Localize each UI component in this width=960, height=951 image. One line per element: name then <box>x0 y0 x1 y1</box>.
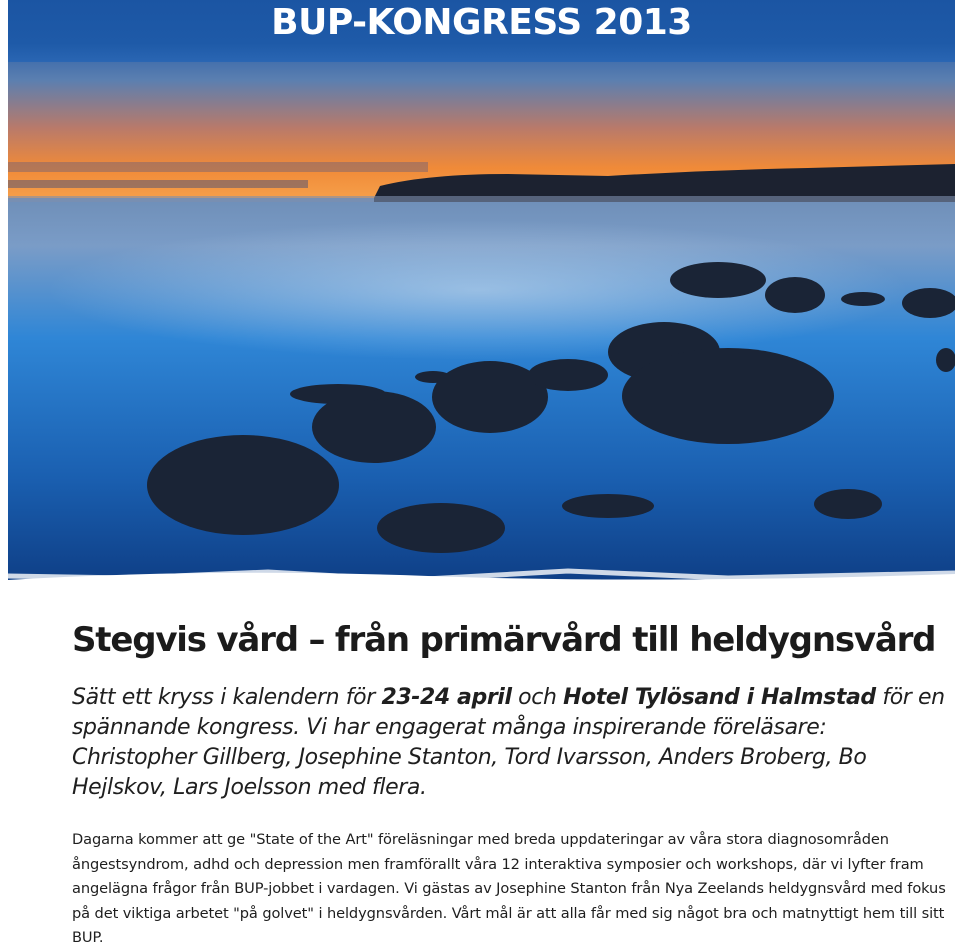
lead-text-2: och <box>511 685 564 710</box>
header-banner <box>8 0 955 62</box>
cover-photo <box>8 40 955 596</box>
article-heading: Stegvis vård – från primärvård till heldygnsvård <box>72 620 936 660</box>
lead-date: 23-24 april <box>381 685 512 710</box>
seascape-image <box>8 40 955 596</box>
lead-venue: Hotel Tylösand i Halmstad <box>563 685 876 710</box>
body-paragraph: Dagarna kommer att ge "State of the Art" föreläsningar med breda uppdateringar av våra stora diagnosområden ångestsyndrom, adhd och depression men framförallt våra 12 interaktiva symposier och workshops, där vi lyfter fram angelägna frågor från BUP-jobbet i vardagen. Vi gästas av Josephine Stanton från Nya Zeelands heldygnsvård med fokus på det viktiga arbetet "på golvet" i heldygnsvården. Vårt mål är att alla får med sig något bra och matnyttigt hem till sitt BUP. <box>72 831 946 947</box>
lead-text-1: Sätt ett kryss i kalendern för <box>72 685 382 710</box>
banner-title: BUP-KONGRESS 2013 <box>271 2 692 43</box>
lead-paragraph <box>72 683 952 803</box>
lead-text-3: för en spännande kongress. Vi har engagerat många inspirerande föreläsare: Christopher Gillberg, Josephine Stanton, Tord Ivarsson, Anders Broberg, Bo Hejlskov, Lars Joelsson med flera. <box>72 685 945 800</box>
